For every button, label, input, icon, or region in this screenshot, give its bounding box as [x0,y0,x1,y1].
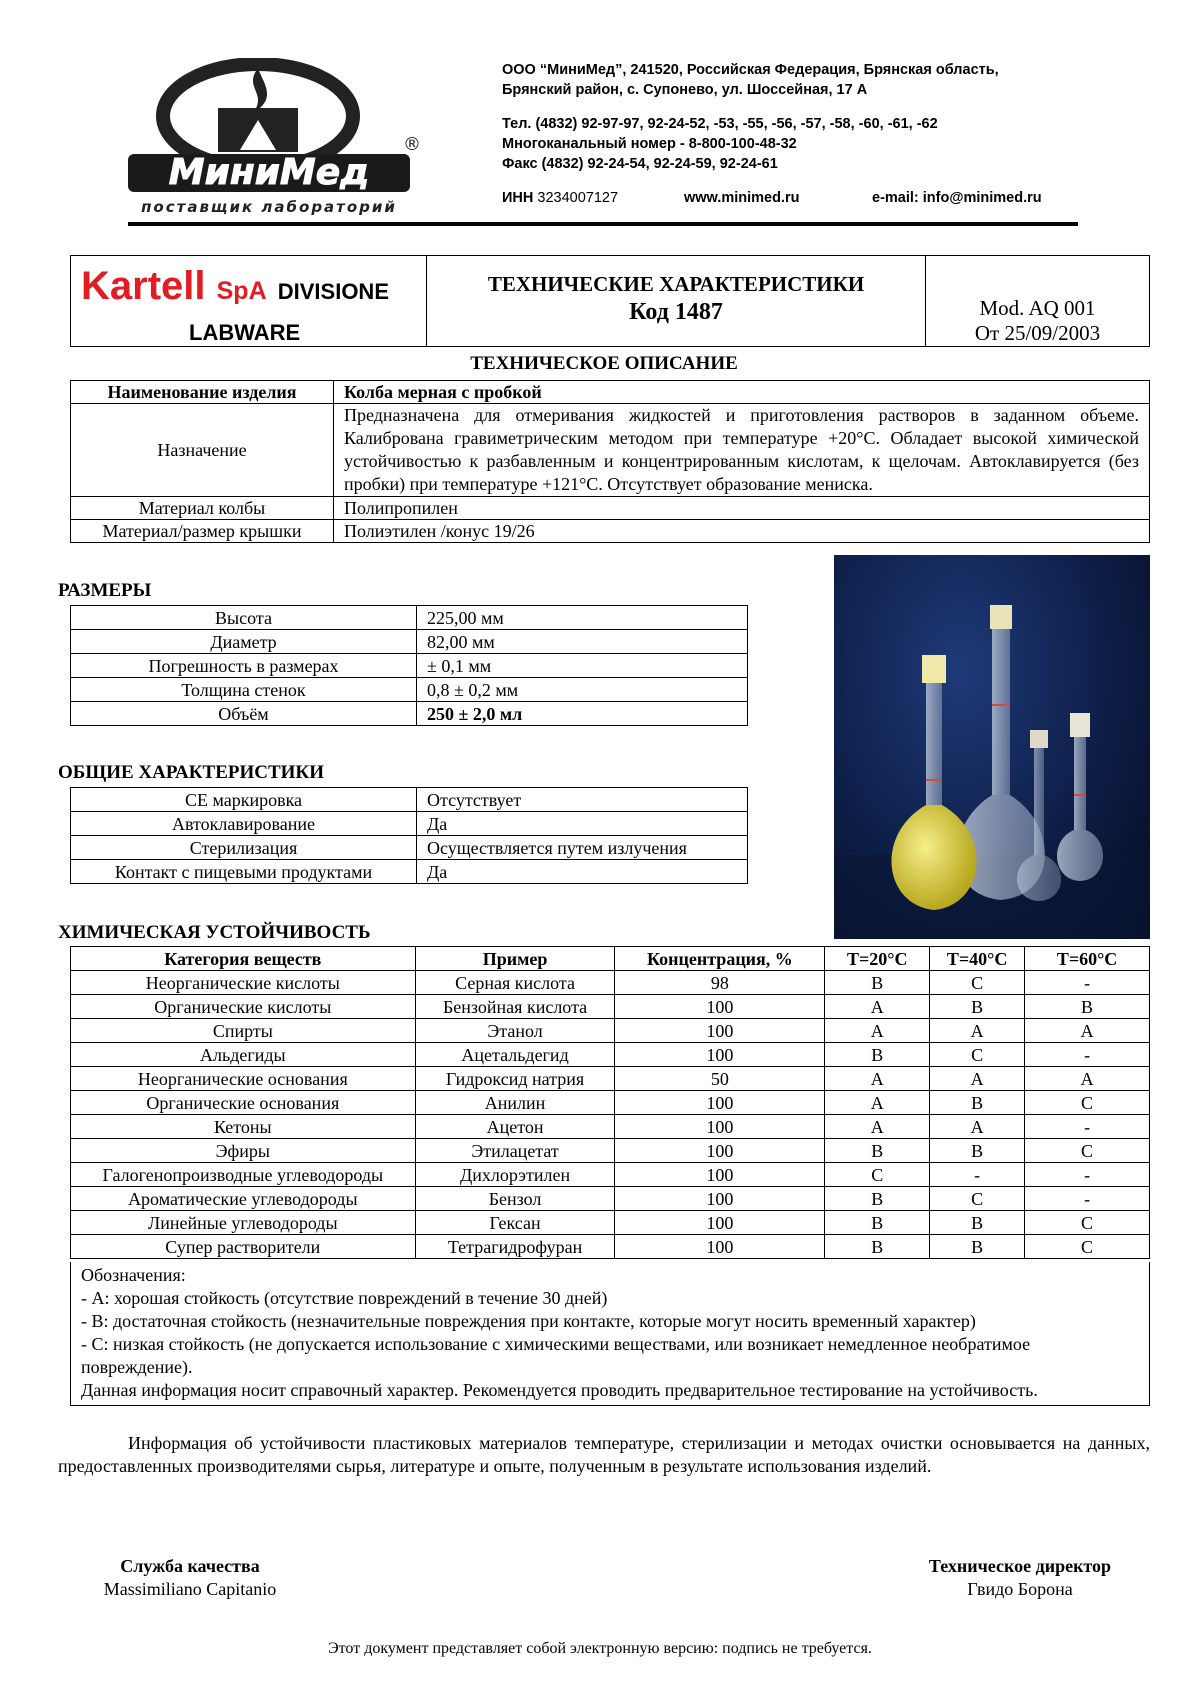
table-cell: Серная кислота [415,971,615,995]
table-cell: A [825,1067,930,1091]
table-cell: 100 [615,1187,825,1211]
product-photo [834,555,1150,939]
gen-key: СЕ маркировка [71,788,417,812]
table-row [71,1163,1150,1187]
gen-key: Автоклавирование [71,812,417,836]
name-label: Наименование изделия [71,381,334,404]
gen-key: Стерилизация [71,836,417,860]
table-cell: A [1025,1019,1150,1043]
table-cell: Ароматические углеводороды [71,1187,416,1211]
table-cell: C [930,1043,1025,1067]
legend-line: Данная информация носит справочный характер. Рекомендуется проводить предварительное тестирование на устойчивость. [81,1380,1038,1400]
table-cell: Супер растворители [71,1235,416,1259]
dim-value: ± 0,1 мм [417,654,748,678]
table-row [71,630,748,654]
table-cell: 100 [615,1139,825,1163]
general-heading: ОБЩИЕ ХАРАКТЕРИСТИКИ [58,762,324,783]
purpose-label: Назначение [71,404,334,497]
phone-line: Тел. (4832) 92-97-97, 92-24-52, -53, -55, -56, -57, -58, -60, -61, -62 [502,116,938,132]
table-cell: Органические кислоты [71,995,416,1019]
table-cell: C [1025,1091,1150,1115]
table-cell: C [930,1187,1025,1211]
table-cell: Спирты [71,1019,416,1043]
table-cell: 100 [615,995,825,1019]
legend-box [70,1262,1150,1406]
table-cell: B [825,1235,930,1259]
address-line-2: Брянский район, с. Супонево, ул. Шоссейная, 17 А [502,82,868,98]
table-cell: Альдегиды [71,1043,416,1067]
table-cell: Линейные углеводороды [71,1211,416,1235]
table-cell: 100 [615,1235,825,1259]
table-cell: - [1025,1187,1150,1211]
legend-line: - А: хорошая стойкость (отсутствие повреждений в течение 30 дней) [81,1288,608,1308]
logo-registered-mark: ® [403,134,421,155]
legend-line: Обозначения: [81,1265,186,1285]
table-cell: B [825,1211,930,1235]
table-cell: C [1025,1139,1150,1163]
col-header: Т=60°С [1025,947,1150,971]
description-table [70,380,1150,543]
table-cell: Этанол [415,1019,615,1043]
purpose-value: Предназначена для отмеривания жидкостей и приготовления растворов в заданном объеме. Калибрована гравиметрическим методом при температуре +20°С. Обладает высокой химической устойчивостью к разбавленным и концентрированным кислотам, к щелочам. Автоклавируется (без пробки) при температуре +121°С. Отсутствует образование мениска. [334,404,1150,497]
table-cell: Бензойная кислота [415,995,615,1019]
gen-value: Да [417,812,748,836]
right-name: Гвидо Борона [967,1579,1073,1599]
chemical-heading: ХИМИЧЕСКАЯ УСТОЙЧИВОСТЬ [58,922,371,943]
table-row [71,1043,1150,1067]
gen-value: Осуществляется путем излучения [417,836,748,860]
doc-mod: Mod. AQ 001 [979,296,1096,320]
table-cell: - [1025,1043,1150,1067]
table-row [71,1211,1150,1235]
cap-value: Полиэтилен /конус 19/26 [334,520,1150,543]
logo-wordmark: МиниМед [168,152,370,193]
table-cell: B [930,1211,1025,1235]
dim-key: Объём [71,702,417,726]
website-link[interactable]: www.minimed.ru [684,190,800,206]
table-cell: Органические основания [71,1091,416,1115]
table-cell: A [825,1115,930,1139]
table-cell: B [930,995,1025,1019]
left-title: Служба качества [120,1556,260,1576]
table-row [71,836,748,860]
table-row [71,1019,1150,1043]
table-cell: Эфиры [71,1139,416,1163]
table-cell: Гексан [415,1211,615,1235]
table-cell: B [825,1043,930,1067]
table-cell: 100 [615,1163,825,1187]
table-row [71,860,748,884]
right-title: Техническое директор [928,1556,1112,1576]
table-cell: C [930,971,1025,995]
material-value: Полипропилен [334,497,1150,520]
dim-value: 225,00 мм [417,606,748,630]
table-row [71,678,748,702]
brand-division: DIVISIONE [277,279,389,304]
table-cell: B [1025,995,1150,1019]
table-cell: Неорганические основания [71,1067,416,1091]
table-row [71,1115,1150,1139]
table-row [71,1067,1150,1091]
col-header: Категория веществ [71,947,416,971]
table-cell: 98 [615,971,825,995]
table-row [71,812,748,836]
header-divider [128,222,1078,226]
brand-labware: LABWARE [189,320,301,345]
general-table [70,787,748,884]
table-row [71,1235,1150,1259]
table-cell: B [825,1187,930,1211]
dim-key: Погрешность в размерах [71,654,417,678]
address-line-1: ООО “МиниМед”, 241520, Российская Федерация, Брянская область, [502,62,999,78]
logo-tagline: поставщик лабораторий [141,198,397,216]
table-cell: Ацетальдегид [415,1043,615,1067]
table-cell: C [1025,1211,1150,1235]
doc-title: ТЕХНИЧЕСКИЕ ХАРАКТЕРИСТИКИ [487,272,865,296]
gen-value: Да [417,860,748,884]
left-name: Massimiliano Capitanio [103,1579,277,1599]
table-cell: A [1025,1067,1150,1091]
table-cell: B [825,971,930,995]
table-header-row [71,947,1150,971]
table-cell: B [930,1091,1025,1115]
title-block [70,255,1150,347]
multichannel-line: Многоканальный номер - 8-800-100-48-32 [502,136,797,152]
info-paragraph: Информация об устойчивости пластиковых материалов температуре, стерилизации и методах очистки основывается на данных, предоставленных производителями сырья, литературе и опыте, полученным в результате использования изделий. [58,1433,1150,1476]
table-cell: A [930,1067,1025,1091]
table-cell: 100 [615,1115,825,1139]
dim-key: Толщина стенок [71,678,417,702]
table-cell: Дихлорэтилен [415,1163,615,1187]
table-row [71,702,748,726]
table-cell: 100 [615,1019,825,1043]
table-cell: B [930,1235,1025,1259]
table-cell: 100 [615,1091,825,1115]
inn-value: 3234007127 [537,190,619,206]
table-cell: A [930,1019,1025,1043]
table-row [71,1091,1150,1115]
doc-code: Код 1487 [629,299,723,325]
dim-key: Высота [71,606,417,630]
cap-label: Материал/размер крышки [71,520,334,543]
chemical-table [70,946,1150,1259]
description-heading: ТЕХНИЧЕСКОЕ ОПИСАНИЕ [470,353,738,374]
kartell-brand [71,256,427,346]
footer-note: Этот документ представляет собой электронную версию: подпись не требуется. [328,1640,872,1657]
email-link[interactable]: e-mail: info@minimed.ru [872,190,1042,206]
dim-value: 82,00 мм [417,630,748,654]
company-contacts [502,60,1042,208]
legend-line: - B: достаточная стойкость (незначительные повреждения при контакте, которые могут носить временный характер) [81,1311,976,1331]
table-cell: Гидроксид натрия [415,1067,615,1091]
table-row [71,1139,1150,1163]
table-cell: - [930,1163,1025,1187]
gen-key: Контакт с пищевыми продуктами [71,860,417,884]
table-cell: Тетрагидрофуран [415,1235,615,1259]
col-header: Т=40°С [930,947,1025,971]
table-cell: C [1025,1235,1150,1259]
table-cell: Ацетон [415,1115,615,1139]
table-cell: 50 [615,1067,825,1091]
table-cell: Галогенопроизводные углеводороды [71,1163,416,1187]
minimed-logo [128,58,428,218]
dim-value: 0,8 ± 0,2 мм [417,678,748,702]
table-cell: C [825,1163,930,1187]
table-row [71,971,1150,995]
table-cell: 100 [615,1043,825,1067]
table-cell: B [930,1139,1025,1163]
table-row [71,995,1150,1019]
dim-key: Диаметр [71,630,417,654]
chemical-table-body [71,971,1150,1259]
legend-line: - C: низкая стойкость (не допускается использование с химическими веществами, или возникает немедленное необратимое повреждение). [81,1334,1031,1377]
table-cell: A [825,995,930,1019]
inn-label: ИНН [502,190,534,206]
brand-kartell: Kartell [81,264,206,308]
table-row [71,606,748,630]
table-row [71,654,748,678]
table-cell: A [825,1019,930,1043]
col-header: Пример [415,947,615,971]
dimensions-table [70,605,748,726]
table-cell: A [930,1115,1025,1139]
signature-right [900,1555,1140,1601]
col-header: Концентрация, % [615,947,825,971]
gen-value: Отсутствует [417,788,748,812]
dim-value: 250 ± 2,0 мл [417,702,748,726]
doc-date: От 25/09/2003 [974,321,1101,345]
table-cell: Этилацетат [415,1139,615,1163]
table-cell: Неорганические кислоты [71,971,416,995]
table-cell: - [1025,971,1150,995]
col-header: Т=20°С [825,947,930,971]
dimensions-heading: РАЗМЕРЫ [58,580,152,601]
table-cell: Анилин [415,1091,615,1115]
table-cell: B [825,1139,930,1163]
table-cell: A [825,1091,930,1115]
table-row [71,788,748,812]
table-cell: Бензол [415,1187,615,1211]
table-row [71,1187,1150,1211]
fax-line: Факс (4832) 92-24-54, 92-24-59, 92-24-61 [502,156,778,172]
signature-left [70,1555,310,1601]
table-cell: 100 [615,1211,825,1235]
table-cell: - [1025,1115,1150,1139]
material-label: Материал колбы [71,497,334,520]
name-value: Колба мерная с пробкой [334,381,1150,404]
table-cell: - [1025,1163,1150,1187]
brand-spa: SpA [216,277,267,305]
table-cell: Кетоны [71,1115,416,1139]
